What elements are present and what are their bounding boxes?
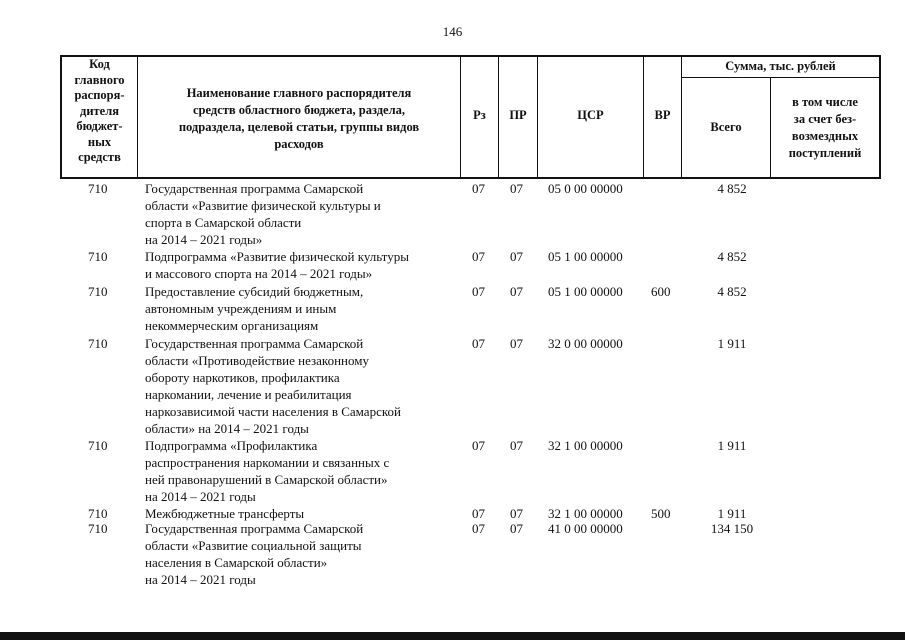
- row-name: Государственная программа Самарской области «Развитие физической культуры и спорта в Самарской области на 2014 – 2021 годы»: [145, 181, 381, 247]
- row-code: 710: [88, 336, 108, 351]
- row-code: 710: [88, 438, 108, 453]
- row-name: Государственная программа Самарской области «Противодействие незаконному обороту наркотиков, профилактика наркомании, лечение и реабилитация наркозависимой части населения в Самарской области» на 2014 – 2021 годы: [145, 336, 401, 436]
- row-csr: 32 1 00 00000: [548, 438, 623, 453]
- row-csr: 05 1 00 00000: [548, 249, 623, 264]
- scan-bottom-border: [0, 632, 905, 640]
- row-code: 710: [88, 521, 108, 536]
- row-rz: 07: [472, 336, 485, 351]
- col-border-right: [879, 55, 881, 179]
- sum-subheader-line: [681, 77, 880, 78]
- row-rz: 07: [472, 284, 485, 299]
- row-pr: 07: [510, 336, 523, 351]
- row-total: 1 911: [717, 438, 747, 453]
- row-name: Межбюджетные трансферты: [145, 506, 305, 521]
- row-csr: 41 0 00 00000: [548, 521, 623, 536]
- header-top-line: [60, 55, 880, 57]
- row-pr: 07: [510, 249, 523, 264]
- header-sum: Сумма, тыс. рублей: [725, 59, 836, 73]
- row-code: 710: [88, 506, 108, 521]
- header-pr: ПР: [509, 108, 527, 122]
- header-total: Всего: [710, 120, 742, 134]
- row-rz: 07: [472, 438, 485, 453]
- row-name: Подпрограмма «Профилактика распространения наркомании и связанных с ней правонарушений в Самарской области» на 2014 – 2021 годы: [145, 438, 390, 504]
- row-total: 4 852: [717, 249, 747, 264]
- row-csr: 32 1 00 00000: [548, 506, 623, 521]
- header-bottom-line: [60, 177, 880, 179]
- row-csr: 05 1 00 00000: [548, 284, 623, 299]
- row-total: 4 852: [717, 181, 747, 196]
- row-pr: 07: [510, 438, 523, 453]
- header-name: Наименование главного распорядителя средств областного бюджета, раздела, подраздела, целевой статьи, группы видов расходов: [178, 86, 420, 151]
- row-name: Предоставление субсидий бюджетным, автономным учреждениям и иным некоммерческим организациям: [145, 284, 364, 333]
- header-vr: ВР: [654, 108, 671, 122]
- row-rz: 07: [472, 181, 485, 196]
- page-number: 146: [442, 24, 463, 39]
- header-code: Код главного распоря- дителя бюджет- ных средств: [74, 57, 125, 164]
- row-rz: 07: [472, 506, 485, 521]
- header-rz: Рз: [473, 108, 486, 122]
- row-pr: 07: [510, 284, 523, 299]
- header-incl: в том числе за счет без- возмездных поступлений: [788, 95, 862, 160]
- row-csr: 05 0 00 00000: [548, 181, 623, 196]
- row-vr: 500: [651, 506, 671, 521]
- row-name: Подпрограмма «Развитие физической культуры и массового спорта на 2014 – 2021 годы»: [145, 249, 409, 281]
- row-code: 710: [88, 181, 108, 196]
- row-pr: 07: [510, 181, 523, 196]
- row-pr: 07: [510, 506, 523, 521]
- row-total: 134 150: [710, 521, 754, 536]
- row-total: 1 911: [717, 336, 747, 351]
- row-total: 1 911: [717, 506, 747, 521]
- row-rz: 07: [472, 521, 485, 536]
- row-total: 4 852: [717, 284, 747, 299]
- row-vr: 600: [651, 284, 671, 299]
- row-rz: 07: [472, 249, 485, 264]
- row-name: Государственная программа Самарской области «Развитие социальной защиты населения в Самарской области» на 2014 – 2021 годы: [145, 521, 364, 587]
- header-csr: ЦСР: [577, 108, 604, 122]
- row-code: 710: [88, 249, 108, 264]
- row-code: 710: [88, 284, 108, 299]
- row-pr: 07: [510, 521, 523, 536]
- row-csr: 32 0 00 00000: [548, 336, 623, 351]
